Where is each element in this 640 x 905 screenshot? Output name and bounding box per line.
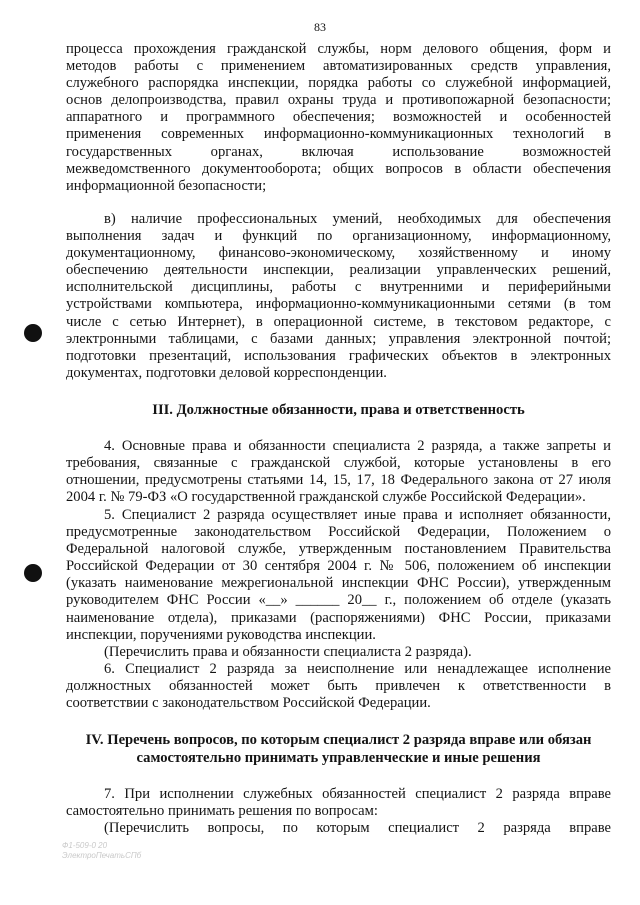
text-line: устройствами компьютера, информационно-коммуникационными сетями (в том [66, 296, 611, 313]
text-line: межведомственного документооборота; общих вопросов в области обеспечения [66, 160, 611, 177]
section-3-heading: III. Должностные обязанности, права и ответственность [152, 402, 525, 418]
paragraph-4 [66, 438, 611, 506]
text-line: инспекции, поручениями руководства инспекции. [66, 626, 376, 643]
text-line: отношении, предусмотрены статьями 14, 15, 17, 18 Федерального закона от 27 июля [66, 472, 611, 489]
text-line: применения современных информационно-коммуникационных технологий в [66, 126, 611, 143]
text-line: документационному, финансово-экономическому, хозяйственному и иному [66, 245, 611, 262]
punch-hole-icon [24, 324, 42, 342]
print-stamp [62, 841, 141, 861]
text-line: требования, связанные с гражданской службой, которые установлены в его [66, 455, 611, 472]
text-line: документах, подготовки деловой корреспонденции. [66, 364, 387, 381]
heading-line: IV. Перечень вопросов, по которым специалист 2 разряда вправе или обязан [85, 732, 592, 748]
text-line: 6. Специалист 2 разряда за неисполнение или ненадлежащее исполнение [104, 661, 611, 677]
text-line: (Перечислить права и обязанности специалиста 2 разряда). [104, 643, 472, 660]
paragraph-5 [66, 507, 611, 661]
text-line: государственных органах, включая использование возможностей [66, 143, 611, 160]
punch-hole-icon [24, 564, 42, 582]
text-line: обеспечению деятельности инспекции, реализации управленческих решений, [66, 262, 611, 279]
text-line: Федеральной налоговой службе, утвержденным постановлением Правительства [66, 541, 611, 558]
section-4-heading [66, 732, 611, 767]
text-line: (указать наименование межрегиональной инспекции ФНС России), утвержденным [66, 575, 611, 592]
paragraph-continuation [66, 41, 611, 195]
text-line: соответствии с законодательством Российской Федерации. [66, 695, 431, 712]
text-line: в) наличие профессиональных умений, необходимых для обеспечения [104, 211, 611, 227]
text-line: Российской Федерации от 30 сентября 2004 г. № 506, положением об инспекции [66, 558, 611, 575]
text-line: подготовки презентаций, использования графических объектов в электронных [66, 347, 611, 364]
text-line: аппаратного и программного обеспечения; возможностей и особенностей [66, 109, 611, 126]
text-line: руководителем ФНС России «__» ______ 20__ г., положением об отделе (указать [66, 592, 611, 609]
text-line: 2004 г. № 79-ФЗ «О государственной гражданской службе Российской Федерации». [66, 489, 586, 506]
text-line: служебного распорядка инспекции, порядка работы со служебной информацией, [66, 75, 611, 92]
text-line: предусмотренные законодательством Российской Федерации, Положением о [66, 524, 611, 541]
text-line: основ делопроизводства, правил охраны труда и противопожарной безопасности; [66, 92, 611, 109]
text-line: 5. Специалист 2 разряда осуществляет иные права и исполняет обязанности, [104, 507, 611, 523]
paragraph-6 [66, 661, 611, 712]
text-line: наименование отдела), приказами (распоряжениями) ФНС России, приказами [66, 609, 611, 626]
text-line: методов работы с применением автоматизированных средств управления, [66, 58, 611, 75]
page-number: 83 [314, 20, 326, 34]
stamp-line: ЭлектроПечатьСПб [62, 851, 142, 860]
paragraph-v [66, 211, 611, 382]
text-line: процесса прохождения гражданской службы, норм делового общения, форм и [66, 41, 611, 57]
text-line: 4. Основные права и обязанности специалиста 2 разряда, а также запреты и [104, 438, 611, 454]
text-line: информационной безопасности; [66, 177, 267, 194]
text-line: исполнительской дисциплины, работы с внутренними и периферийными [66, 279, 611, 296]
text-line: 7. При исполнении служебных обязанностей специалист 2 разряда вправе [104, 786, 611, 802]
text-line: числе с сетью Интернет), в операционной системе, в текстовом редакторе, с [66, 313, 611, 330]
text-line: электронными таблицами, с базами данных; управления электронной почтой; [66, 330, 611, 347]
heading-line: самостоятельно принимать управленческие и иные решения [136, 749, 541, 766]
text-line: самостоятельно принимать решения по вопросам: [66, 803, 378, 820]
text-line: (Перечислить вопросы, по которым специалист 2 разряда вправе [104, 820, 611, 837]
paragraph-7 [66, 786, 611, 837]
stamp-line: Ф1-509-0 20 [62, 841, 108, 850]
text-line: выполнения задач и функций по организационному, информационному, [66, 228, 611, 245]
text-line: должностных обязанностей может быть привлечен к ответственности в [66, 678, 611, 695]
